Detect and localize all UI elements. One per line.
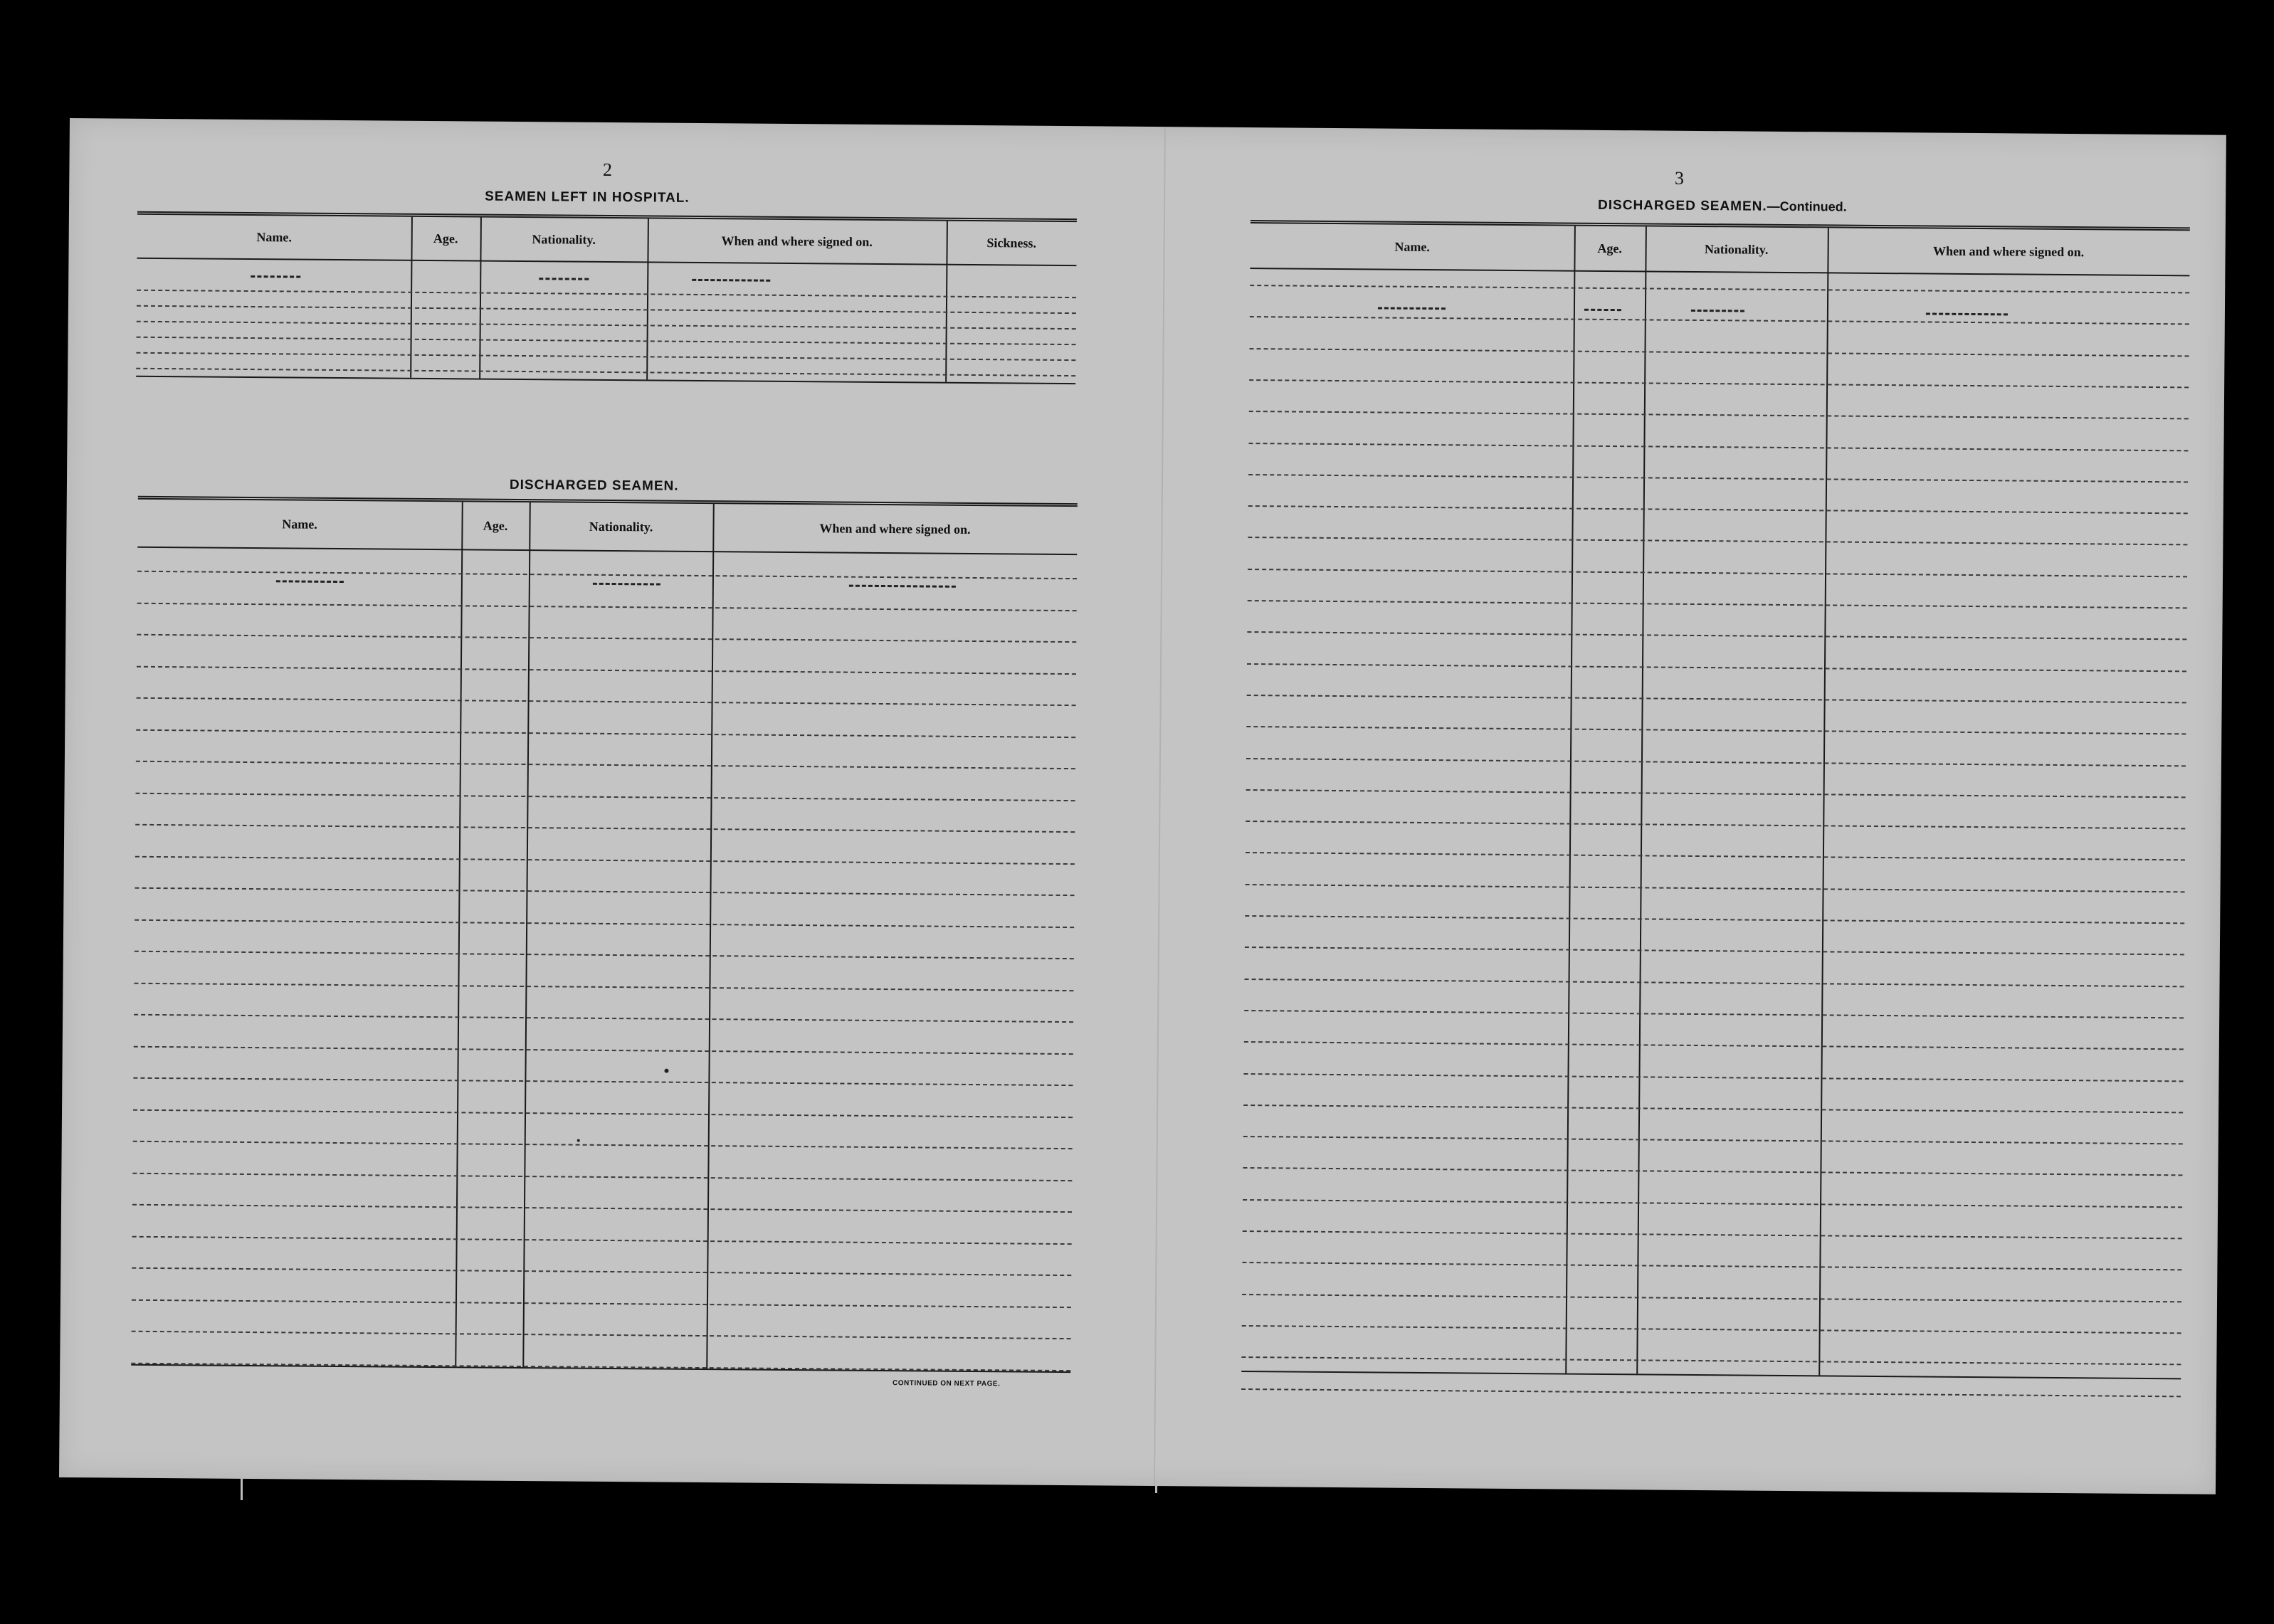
ruled-row-line [1242, 1294, 2181, 1302]
ruled-row-line [135, 919, 1074, 927]
blank-dash-mark [539, 278, 589, 280]
ruled-row-line [133, 1109, 1073, 1117]
ruled-row-line [1250, 285, 2189, 293]
ruled-row-line [136, 761, 1075, 769]
scan-artifact [1155, 1479, 1157, 1493]
ruled-row-line [1248, 505, 2188, 514]
hospital-table [136, 211, 1077, 384]
ruled-row-line [1248, 569, 2187, 577]
ruled-row-line [135, 824, 1075, 833]
column-header-nationality: Nationality. [532, 231, 596, 247]
ruled-row-line [1248, 443, 2188, 451]
page-number: 3 [1674, 167, 1685, 189]
ruled-row-line [1246, 758, 2186, 766]
ruled-row-line [1243, 1072, 2183, 1081]
document-sheet [59, 118, 2226, 1494]
ruled-row-line [1241, 1356, 2181, 1365]
column-header-sickness: Sickness. [986, 235, 1037, 251]
ruled-row-line [132, 1235, 1072, 1244]
ink-speck [664, 1069, 668, 1073]
discharged-continued-title [1598, 198, 1847, 216]
right-page [1155, 127, 2226, 1494]
column-header-name: Name. [1394, 239, 1430, 254]
ruled-row-line [1243, 1167, 2182, 1176]
discharged-continued-table [1241, 220, 2190, 1379]
ruled-row-line [1245, 915, 2184, 924]
column-divider [455, 502, 463, 1366]
column-divider [522, 502, 531, 1367]
ruled-row-line [1248, 600, 2187, 608]
ruled-row-line [134, 1045, 1073, 1054]
ruled-row-line [137, 290, 1076, 298]
ruled-row-line [136, 368, 1075, 376]
ruled-row-line [1244, 1010, 2184, 1018]
ruled-row-line [1246, 789, 2186, 798]
blank-dash-mark [692, 279, 770, 282]
page-number: 2 [602, 159, 613, 180]
column-header-nationality: Nationality. [1704, 241, 1769, 257]
column-header-signed-on: When and where signed on. [721, 233, 873, 249]
title-main: DISCHARGED SEAMEN. [1598, 197, 1767, 214]
continued-note: CONTINUED ON NEXT PAGE. [893, 1379, 1001, 1388]
ruled-row-line [1245, 947, 2184, 955]
column-divider [706, 504, 715, 1369]
blank-dash-mark [593, 583, 660, 586]
ruled-row-line [134, 982, 1073, 991]
ruled-row-line [132, 1267, 1071, 1276]
ruled-row-line [137, 665, 1076, 674]
ruled-row-line [1246, 821, 2185, 829]
ruled-row-line [1244, 1041, 2184, 1050]
ruled-row-line [1248, 474, 2188, 483]
column-header-nationality: Nationality. [589, 519, 653, 534]
column-header-age: Age. [483, 518, 508, 533]
ruled-row-line [1249, 411, 2189, 419]
ruled-row-line [1248, 537, 2187, 545]
ruled-row-line [1249, 379, 2189, 388]
ruled-row-line [137, 634, 1076, 643]
ruled-row-line [1243, 1104, 2183, 1113]
ruled-row-line [1243, 1136, 2183, 1144]
ruled-row-line [136, 352, 1075, 361]
ruled-row-line [131, 1362, 1070, 1371]
blank-dash-mark [1584, 309, 1621, 311]
title-suffix: —Continued. [1767, 199, 1847, 214]
ink-speck [577, 1139, 580, 1142]
blank-dash-mark [1691, 310, 1744, 312]
ruled-row-line [135, 951, 1074, 959]
ruled-row-line [1246, 884, 2185, 892]
ruled-row-line [132, 1299, 1071, 1307]
ruled-row-line [133, 1141, 1073, 1149]
ruled-row-line [137, 337, 1076, 345]
ruled-row-line [1246, 726, 2186, 734]
discharged-continued-table-header [1250, 223, 2189, 276]
column-header-age: Age. [433, 231, 458, 246]
blank-dash-mark [1378, 307, 1446, 310]
discharged-section-title: DISCHARGED SEAMEN. [509, 477, 679, 494]
ruled-row-line [137, 697, 1076, 706]
ruled-row-line [132, 1204, 1072, 1213]
ruled-row-line [1243, 1230, 2182, 1239]
ruled-row-line [1250, 316, 2189, 325]
blank-dash-mark [849, 585, 956, 588]
blank-dash-mark [276, 580, 344, 583]
ruled-row-line [136, 792, 1075, 801]
discharged-table-header [137, 500, 1077, 555]
blank-dash-mark [251, 275, 300, 278]
column-header-signed-on: When and where signed on. [1932, 243, 2085, 259]
ruled-row-line [1246, 852, 2185, 860]
column-header-name: Name. [282, 516, 317, 532]
hospital-section-title: SEAMEN LEFT IN HOSPITAL. [485, 189, 690, 206]
ruled-row-line [137, 571, 1077, 579]
column-header-age: Age. [1597, 241, 1622, 255]
ruled-row-line [137, 321, 1076, 329]
ruled-row-line [1242, 1325, 2181, 1334]
ruled-row-line [137, 305, 1076, 314]
ruled-row-line [133, 1077, 1073, 1086]
column-header-signed-on: When and where signed on. [819, 520, 971, 537]
ruled-row-line [135, 855, 1075, 864]
left-page [59, 118, 1164, 1486]
ruled-row-line [1241, 1388, 2181, 1396]
ruled-row-line [132, 1331, 1071, 1339]
ruled-row-line [1247, 663, 2186, 672]
ruled-row-line [1243, 1199, 2182, 1208]
ruled-row-line [1247, 695, 2186, 703]
ruled-row-line [132, 1172, 1072, 1181]
ruled-row-line [135, 887, 1074, 896]
ruled-row-line [136, 729, 1075, 737]
ruled-row-line [1242, 1262, 2181, 1270]
ruled-row-line [1245, 979, 2184, 987]
column-header-name: Name. [256, 229, 293, 244]
ruled-row-line [1247, 631, 2186, 640]
blank-dash-mark [1926, 312, 2008, 315]
hospital-table-header [137, 215, 1076, 266]
discharged-table [131, 496, 1078, 1373]
ruled-row-line [1250, 348, 2189, 357]
ruled-row-line [137, 602, 1077, 611]
scan-artifact [241, 1475, 243, 1500]
ruled-row-line [134, 1014, 1073, 1023]
